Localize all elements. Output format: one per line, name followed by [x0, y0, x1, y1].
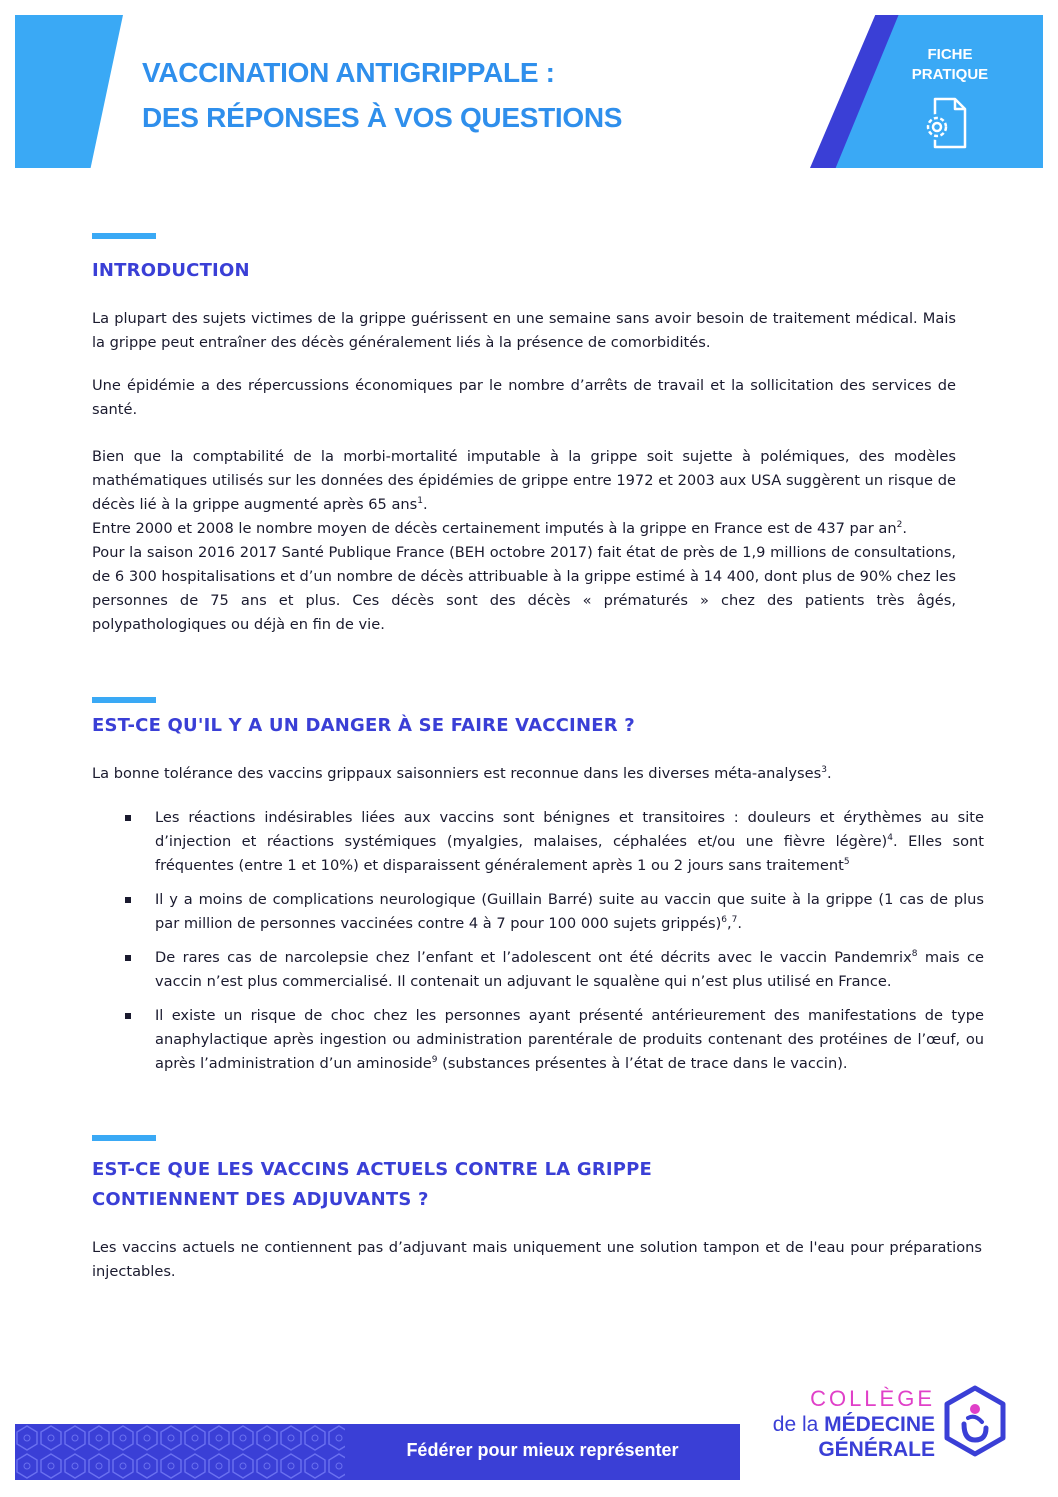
- document-gear-icon: [915, 93, 975, 153]
- page-title-line1: VACCINATION ANTIGRIPPALE :: [142, 57, 555, 88]
- fiche-pratique-badge: [810, 15, 1043, 168]
- badge-label-line1: FICHE: [927, 46, 973, 63]
- footnote-ref: 8: [911, 949, 918, 960]
- intro-paragraph-1: La plupart des sujets victimes de la grippe guérissent en une semaine sans avoir besoin de traitement médical. Mais la grippe peut entraîner des décès généralement liés à la présence de comorbidités.: [92, 310, 956, 351]
- bullet-square-icon: [125, 955, 131, 961]
- section-title-introduction: INTRODUCTION: [92, 260, 250, 281]
- section-title-adjuvants: [92, 1155, 652, 1215]
- footnote-ref: 4: [887, 833, 893, 844]
- bullet-square-icon: [125, 815, 131, 821]
- bullet-square-icon: [125, 897, 131, 903]
- footnote-ref: 9: [431, 1055, 438, 1066]
- intro-paragraph-3-text: Bien que la comptabilité de la morbi-mortalité imputable à la grippe soit sujette à polémiques, des modèles mathématiques utilisés sur les données des épidémies de grippe entre 1972 et 2003 aux USA suggèrent un risque de décès lié à la grippe augmenté après 65 ans: [92, 448, 956, 513]
- bullet-square-icon: [125, 1013, 131, 1019]
- intro-paragraph-4-end: .: [902, 520, 907, 537]
- intro-paragraph-3: [92, 445, 956, 517]
- list-item-text: Il y a moins de complications neurologique (Guillain Barré) suite au vaccin que suite à la grippe (1 cas de plus par million de personnes vaccinées contre 4 à 7 pour 100 000 sujets grippés): [155, 891, 984, 932]
- intro-paragraph-5: Pour la saison 2016 2017 Santé Publique France (BEH octobre 2017) fait état de près de 1,9 millions de consultations, de 6 300 hospitalisations et d’un nombre de décès attribuable à la grippe estimé à 14 400, dont plus de 90% chez les personnes de 75 ans et plus. Ces décès sont des décès « prématurés » chez des patients très âgés, polypathologiques ou déjà en fin de vie.: [92, 544, 956, 633]
- footnote-ref: 3: [821, 765, 827, 776]
- danger-lead-end: .: [826, 765, 832, 782]
- logo-line1: COLLÈGE: [810, 1386, 935, 1411]
- list-item-text: ,: [727, 915, 732, 932]
- logo-line2: [760, 1412, 935, 1437]
- list-item-text: Les réactions indésirables liées aux vaccins sont bénignes et transitoires : douleurs et érythèmes au site d’injection et réactions systémiques (myalgies, malaises, céphalées et/ou une fièvre légère): [155, 809, 984, 850]
- footnote-ref: 2: [896, 520, 903, 531]
- logo-line3: GÉNÉRALE: [818, 1438, 935, 1461]
- section-accent-bar: [92, 1135, 156, 1141]
- section-title-line2: CONTIENNENT DES ADJUVANTS ?: [92, 1189, 429, 1210]
- list-item: [120, 806, 984, 878]
- footer-hexagon-pattern: [15, 1424, 345, 1480]
- footnote-ref: 1: [417, 496, 423, 507]
- intro-paragraph-4: [92, 517, 956, 541]
- logo-line2-bold: MÉDECINE: [824, 1413, 935, 1436]
- adjuvants-paragraph: Les vaccins actuels ne contiennent pas d’adjuvant mais uniquement une solution tampon et de l'eau pour préparations injectables.: [92, 1239, 982, 1280]
- list-item: [120, 888, 984, 936]
- section-title-line1: EST-CE QUE LES VACCINS ACTUELS CONTRE LA GRIPPE: [92, 1159, 653, 1180]
- page-title: [142, 50, 622, 140]
- list-item-text: Il existe un risque de choc chez les personnes ayant présenté antérieurement des manifestations de type anaphylactique après ingestion ou administration parentérale de produits contenant des protéines de l’œuf, ou après l’administration d’un aminoside: [155, 1007, 984, 1072]
- list-item-text: . Elles sont fréquentes (entre 1 et 10%) et disparaissent généralement après 1 ou 2 jours sans traitement: [155, 833, 984, 874]
- danger-bullet-list: [120, 806, 984, 1086]
- danger-lead-text: La bonne tolérance des vaccins grippaux saisonniers est reconnue dans les diverses méta-analyses: [92, 765, 822, 782]
- footer-slogan: Fédérer pour mieux représenter: [406, 1440, 679, 1460]
- list-item-text: .: [737, 915, 743, 932]
- list-item-text: De rares cas de narcolepsie chez l’enfant et l’adolescent ont été décrits avec le vaccin Pandemrix: [155, 949, 912, 966]
- footnote-ref: 5: [843, 857, 850, 868]
- list-item-text: mais ce vaccin n’est plus commercialisé. Il contenait un adjuvant le squalène qui n’est plus utilisé en France.: [155, 949, 984, 990]
- badge-label-line2: PRATIQUE: [911, 66, 989, 83]
- intro-paragraph-4-text: Entre 2000 et 2008 le nombre moyen de décès certainement imputés à la grippe en France est de 437 par an: [92, 520, 897, 537]
- section-title-danger: EST-CE QU'IL Y A UN DANGER À SE FAIRE VACCINER ?: [92, 715, 635, 736]
- badge-label: [890, 45, 1010, 85]
- college-hexagon-logo-icon: [942, 1384, 1008, 1458]
- list-item: [120, 1004, 984, 1076]
- list-item-text: (substances présentes à l’état de trace dans le vaccin).: [437, 1055, 848, 1072]
- hexagon-pattern-icon: [15, 1424, 345, 1480]
- logo-line2-prefix: de la: [772, 1413, 825, 1436]
- danger-lead-paragraph: [92, 762, 956, 786]
- intro-paragraph-3-end: .: [422, 496, 428, 513]
- list-item: [120, 946, 984, 994]
- college-logo-text: [760, 1385, 935, 1462]
- footnote-ref: 6: [721, 915, 728, 926]
- section-accent-bar: [92, 697, 156, 703]
- footnote-ref: 7: [731, 915, 738, 926]
- section-accent-bar: [92, 233, 156, 239]
- intro-paragraph-2: Une épidémie a des répercussions économiques par le nombre d’arrêts de travail et la sollicitation des services de santé.: [92, 377, 956, 418]
- page-title-line2: DES RÉPONSES À VOS QUESTIONS: [142, 102, 623, 133]
